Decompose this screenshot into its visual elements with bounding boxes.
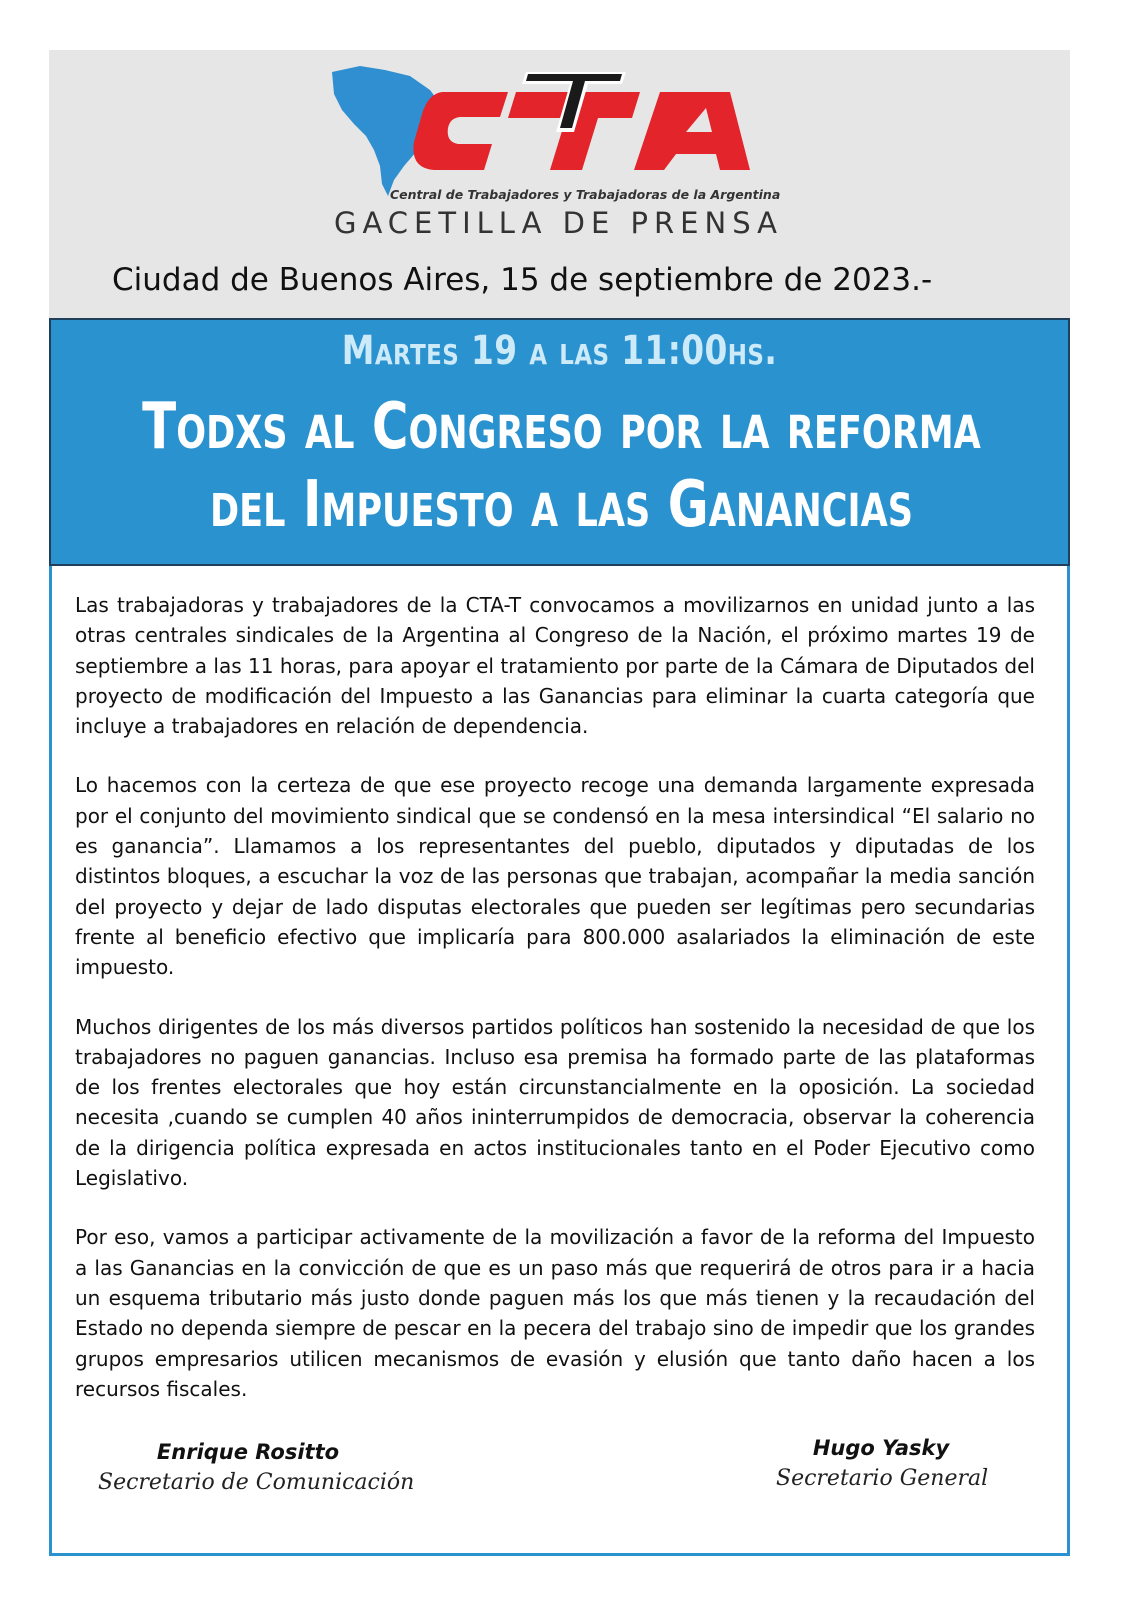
headline-line-1: Todxs al Congreso por la reforma: [142, 390, 981, 464]
press-release-label: GACETILLA DE PRENSA: [334, 206, 783, 240]
paragraph: Muchos dirigentes de los más diversos partidos políticos han sostenido la necesidad de que los trabajadores no paguen ganancias. Incluso esa premisa ha formado parte de las plataformas de los frentes electorales que hoy están circunstancialmente en la oposición. La sociedad necesita ,cuando se cumplen 40 años ininterrumpidos de democracia, observar la coherencia de la dirigencia política expresada en actos institucionales tanto en el Poder Ejecutivo como Legislativo.: [75, 1014, 1035, 1191]
logo-subtitle: Central de Trabajadores y Trabajadoras de la Argentina: [390, 187, 781, 202]
paragraph: Lo hacemos con la certeza de que ese proyecto recoge una demanda largamente expresada por el conjunto del movimiento sindical que se condensó en la mesa intersindical “El salario no es ganancia”. Llamamos a los representantes del pueblo, diputados y diputadas de los distintos bloques, a escuchar la voz de las personas que trabajan, acompañar la media sanción del proyecto y dejar de lado disputas electorales que pueden ser legítimas pero secundarias frente al beneficio efectivo que implicaría para 800.000 asalariados la eliminación de este impuesto.: [75, 773, 1035, 980]
signer-name: Hugo Yasky: [812, 1436, 950, 1460]
cta-logo: [330, 62, 800, 202]
event-time: Martes 19 a las 11:00hs.: [341, 328, 778, 374]
signer-name: Enrique Rositto: [156, 1440, 340, 1464]
dateline: Ciudad de Buenos Aires, 15 de septiembre de 2023.-: [112, 262, 933, 298]
signer-role: Secretario de Comunicación: [98, 1470, 415, 1495]
headline-line-2: del Impuesto a las Ganancias: [209, 468, 914, 542]
paragraph: Por eso, vamos a participar activamente de la movilización a favor de la reforma del Impuesto a las Ganancias en la convicción de que es un paso más que requerirá de otros para ir a hacia un esquema tributario más justo donde paguen más los que más tienen y la recaudación del Estado no dependa siempre de pescar en la pecera del trabajo sino de impedir que los grandes grupos empresarios utilicen mecanismos de evasión y elusión que tanto daño hacen a los recursos fiscales.: [75, 1225, 1035, 1401]
press-body: [75, 590, 1035, 1433]
signer-role: Secretario General: [776, 1466, 989, 1491]
paragraph: Las trabajadoras y trabajadores de la CTA-T convocamos a movilizarnos en unidad junto a las otras centrales sindicales de la Argentina al Congreso de la Nación, el próximo martes 19 de septiembre a las 11 horas, para apoyar el tratamiento por parte de la Cámara de Diputados del proyecto de modificación del Impuesto a las Ganancias para eliminar la cuarta categoría que incluye a trabajadores en relación de dependencia.: [75, 593, 1035, 739]
signature-block-right: [776, 1436, 989, 1491]
headline-banner: [49, 318, 1070, 566]
signature-block-left: [98, 1440, 415, 1495]
